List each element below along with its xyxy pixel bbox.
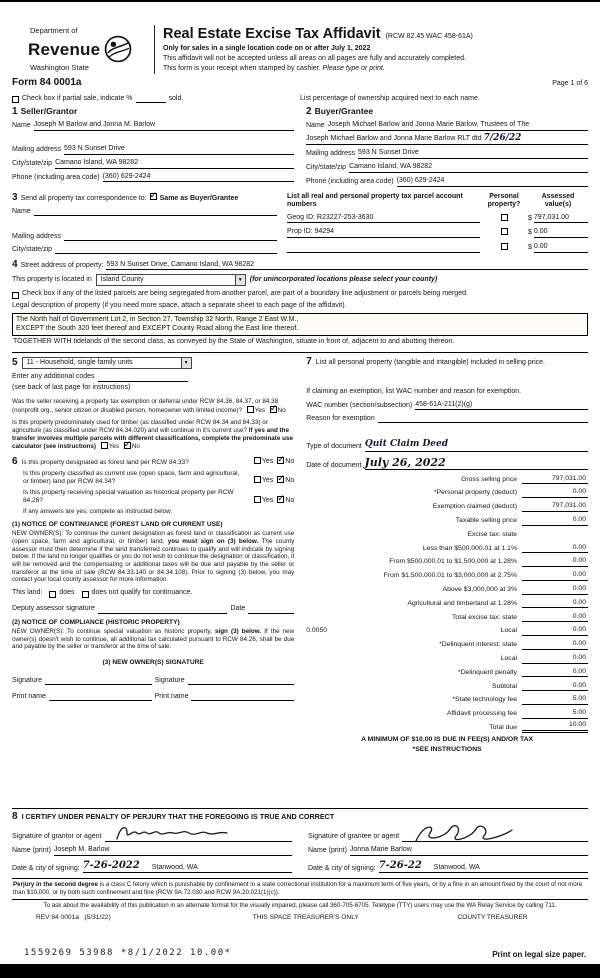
subtotal-value[interactable]: 0.00	[522, 682, 588, 691]
parcel-account-field[interactable]	[287, 244, 480, 253]
additional-codes-field[interactable]	[98, 373, 188, 382]
personal-property-label: List all personal property (tangible and intangible) included in selling price.	[315, 359, 545, 367]
buyer-name-field-line2[interactable]: Joseph Michael Barlow and Jonna Marie Barlow RLT dtd 7/26/22	[306, 133, 588, 145]
legal-line-3: TOGETHER WITH tidelands of the second class, as conveyed by the State of Washington, situate in front of, adjacent to and abutting thereon.	[13, 338, 455, 346]
wac-number-label: WAC number (section/subsection)	[306, 401, 413, 409]
section-4-number: 4	[12, 259, 18, 271]
seller-name-label: Name	[12, 122, 31, 130]
buyer-csz-field[interactable]: Camano Island, WA 98282	[349, 163, 588, 173]
revenue-wordmark: Revenue	[28, 39, 101, 59]
section-5-number: 5	[12, 357, 18, 369]
exemption-reason-label: Reason for exemption	[306, 414, 375, 422]
correspondence-name-field[interactable]	[34, 207, 277, 216]
buyer-name-label: Name	[306, 122, 325, 130]
grantor-city: Stanwood, WA	[151, 863, 198, 871]
ownership-note: List percentage of ownership acquired next to each name.	[300, 94, 480, 102]
tax-line-label: *Delinquent penalty	[458, 668, 517, 676]
currency-symbol: $	[528, 244, 532, 252]
form-rcw-reference: (RCW 82.45 WAC 458-61A)	[385, 33, 473, 40]
buyer-mailing-field[interactable]: 593 N Sunset Drive	[358, 149, 588, 159]
section-3-number: 3	[12, 191, 18, 203]
grantee-datecity-field[interactable]	[379, 860, 588, 874]
tax-line-label: Total excise tax: state	[452, 613, 517, 621]
s6-question-1: 6 Is this property designated as forest land per RCW 84.33? Yes ✓ No	[12, 457, 294, 467]
local-rate: 0.0050	[306, 627, 328, 635]
correspondence-block	[12, 193, 277, 255]
section-8-number: 8	[12, 811, 18, 823]
form-title: Real Estate Excise Tax Affidavit	[163, 26, 381, 42]
correspondence-csz-label: City/state/zip	[12, 245, 53, 253]
header-divider	[154, 25, 155, 74]
notice-continuance-body: NEW OWNER(S): To continue the current designation as forest land or classification as current use (open space, farm and agricultural, or timber) land, you must sign on (3) below. The county assessor must then determine if the land transferred continues to qualify and will indicate by signing below. If the land no longer qualifies or you do not wish to continue the designation or classification, it will be removed and the compensating or additional taxes will be due and payable by the seller or transferor at the time of sale (RCW 84.33.140 or 84.34.108). Prior to signing (3) below, you may contact your local county assessor for more information.	[12, 530, 295, 584]
seller-phone-label: Phone (including area code)	[12, 173, 100, 181]
buyer-csz-label: City/state/zip	[306, 164, 347, 172]
street-address-field[interactable]: 593 N Sunset Drive, Camano Island, WA 98282	[106, 261, 588, 271]
grantee-signature-label: Signature of grantee or agent	[308, 833, 400, 841]
deputy-signature-field[interactable]	[98, 605, 228, 614]
total-due-value[interactable]: 10.00	[522, 721, 588, 732]
dept-of-label: Department of	[30, 26, 78, 35]
taxable-selling-price-value[interactable]: 0.00	[522, 516, 588, 525]
document-type-field[interactable]: Quit Claim Deed	[365, 439, 588, 451]
deputy-date-field[interactable]	[248, 605, 294, 614]
seller-name-field[interactable]: Joseph M Barlow and Jonna M. Barlow	[34, 121, 294, 131]
section-8	[12, 808, 588, 873]
parcel-table	[287, 193, 588, 255]
grantee-signature-icon	[410, 820, 520, 846]
bracket4-value[interactable]: 0.00	[522, 585, 588, 594]
tax-line-label: Excise tax: state	[467, 530, 517, 538]
parcel-row	[287, 228, 588, 238]
assessed-value-field[interactable]: 797,031.00	[534, 214, 588, 224]
exemption-claimed-value[interactable]: 797,031.00	[522, 502, 588, 511]
s6-if-yes-note: If any answers are yes, complete as instructed below.	[23, 508, 173, 516]
parcel-row	[287, 214, 588, 224]
chevron-down-icon[interactable]: ▼	[235, 275, 245, 285]
s6-q2-yes-checkbox[interactable]	[254, 476, 261, 483]
land-use-dropdown[interactable]	[22, 357, 192, 369]
grantor-signature-field[interactable]	[105, 825, 292, 842]
correspondence-mailing-label: Mailing address	[12, 232, 62, 240]
s5-question-1: Was the seller receiving a property tax exemption or deferral under RCW 84.36, 84.37, or 84.38 (nonprofit org., senior citizen or disabled person, homeowner with limited income)? Yes ✓ No	[12, 398, 294, 414]
seller-mailing-label: Mailing address	[12, 146, 62, 154]
notice-compliance-body: NEW OWNER(S): To continue special valuation as historic property, sign (3) below. If the new owner(s) doesn't wish to continue, all additional tax calculated pursuant to RCW 84.26, shall be due and payable by the seller or transferor at the time of sale.	[12, 628, 295, 651]
s6-question-3: Is this property receiving special valuation as historical property per RCW 84.26? Yes ✓ No	[12, 489, 294, 505]
legal-description-label: Legal description of property (if you need more space, attach a separate sheet to each page of the affidavit).	[12, 302, 347, 310]
county-dropdown-value: Island County	[100, 276, 144, 283]
land-use-dropdown-value: 11 - Household, single family units	[26, 358, 133, 366]
page-edge-top	[0, 0, 600, 2]
buyer-name-field[interactable]: Joseph Michael Barlow and Jonna Marie Barlow, Trustees of The	[328, 121, 588, 131]
s6-q1-no-checkbox[interactable]	[277, 457, 284, 464]
does-not-checkbox[interactable]	[82, 591, 89, 598]
treasurer-stamp: 1559269 53988 *8/1/2022 10.00*	[24, 948, 232, 958]
does-checkbox[interactable]	[49, 591, 56, 598]
parcel-col-assessed: Assessed value(s)	[541, 192, 575, 208]
grantee-printname-label: Name (print)	[308, 847, 347, 855]
page-edge-bottom	[0, 964, 600, 978]
header-note-2: This affidavit will not be accepted unless all areas on all pages are fully and accurately completed.	[163, 54, 466, 62]
seller-csz-field[interactable]: Camano Island, WA 98282	[55, 159, 294, 169]
tax-line-label: From $1,500,000.01 to $3,000,000 at 2.75%	[383, 572, 517, 580]
street-address-label: Street address of property:	[20, 261, 104, 269]
agricultural-value[interactable]: 0.00	[522, 599, 588, 608]
correspondence-name-label: Name	[12, 207, 31, 215]
partial-sale-row	[12, 94, 588, 103]
grantor-datecity-field[interactable]	[83, 860, 292, 874]
grantor-signature-label: Signature of grantor or agent	[12, 833, 102, 841]
delinquent-interest-state-value[interactable]: 0.00	[522, 640, 588, 649]
grantee-signing-block	[308, 825, 588, 873]
s6-q3-yes-checkbox[interactable]	[254, 496, 261, 503]
tax-line-label: Total due	[489, 724, 517, 732]
correspondence-csz-field[interactable]	[55, 245, 277, 254]
buyer-section	[306, 106, 588, 186]
section-7-number: 7	[306, 356, 312, 368]
buyer-phone-label: Phone (including area code)	[306, 177, 394, 185]
bracket3-value[interactable]: 0.00	[522, 571, 588, 580]
county-dropdown[interactable]	[96, 274, 246, 286]
grantee-printname-field[interactable]: Jonna Marie Barlow	[350, 846, 588, 856]
print-legal-note: Print on legal size paper.	[492, 950, 586, 959]
treasurer-space-label: THIS SPACE TREASURER'S ONLY	[252, 913, 359, 921]
tax-line-label: Taxable selling price	[455, 517, 517, 525]
partial-percent-field[interactable]	[136, 94, 166, 103]
personal-property-deduct-value[interactable]: 0.00	[522, 488, 588, 497]
tax-line-label: *Delinquent interest: state	[439, 641, 517, 649]
notice-compliance-title: (2) NOTICE OF COMPLIANCE (HISTORIC PROPERTY)	[12, 618, 180, 626]
s6-question-2: Is this property classified as current use (open space, farm and agricultural, or timber) land per RCW 84.34? Yes ✓ No	[12, 470, 294, 486]
excise-tax-state-header	[522, 530, 588, 539]
correspondence-label: Send all property tax correspondence to:	[20, 194, 147, 202]
personal-property-checkbox[interactable]	[501, 228, 508, 235]
grantor-date-handwritten: 7-26-2022	[82, 859, 140, 871]
s5-q1-yes-checkbox[interactable]	[247, 406, 254, 413]
tax-line-label: Subtotal	[492, 682, 517, 690]
tax-line-label: Gross selling price	[461, 475, 517, 483]
section-4	[12, 260, 588, 347]
legal-description-box[interactable]	[12, 313, 588, 337]
buyer-title: Buyer/Grantee	[314, 106, 374, 117]
parcel-account-field[interactable]: Geog ID: R23227-253-3630	[287, 214, 480, 224]
bracket2-value[interactable]: 0.00	[522, 557, 588, 566]
personal-property-checkbox[interactable]	[501, 243, 508, 250]
assessed-value-field[interactable]: 0.00	[534, 243, 588, 253]
grantee-datecity-label: Date & city of signing:	[308, 864, 376, 872]
county-note: (for unincorporated locations please select your county)	[249, 276, 438, 283]
rev-number: REV 84 0001a (5/31/22)	[36, 913, 111, 921]
document-date-field[interactable]: July 26, 2022	[365, 456, 589, 471]
county-treasurer-label: COUNTY TREASURER	[457, 913, 528, 921]
seller-section	[12, 106, 294, 186]
section-1-number: 1	[12, 106, 18, 118]
same-as-buyer-label: Same as Buyer/Grantee	[159, 194, 239, 202]
tax-line-label: Above $3,000,000 at 3%	[442, 586, 517, 594]
same-as-buyer-checkbox[interactable]	[150, 193, 157, 200]
footer-row	[12, 914, 588, 922]
section-5-6-column	[12, 357, 294, 804]
page-number: Page 1 of 6	[552, 79, 588, 87]
legal-line-1: The North half of Government Lot 2, in Section 27, Township 32 North, Range 2 East W.M.,	[16, 315, 299, 323]
tax-line-label: Local	[500, 627, 517, 635]
buyer-mailing-label: Mailing address	[306, 150, 356, 158]
additional-codes-label: Enter any additional codes	[12, 373, 95, 381]
section-6-number: 6	[12, 455, 18, 467]
tax-line-label: From $500,000.01 to $1,500,000 at 1.28%	[389, 558, 517, 566]
new-owner-printname-row: Print name Print name	[12, 692, 294, 701]
grantee-city: Stanwood, WA	[433, 863, 480, 871]
tax-line-label: Exemption claimed (deduct)	[432, 503, 517, 511]
exemption-note: If claiming an exemption, list WAC number and reason for exemption.	[306, 387, 522, 395]
new-owner-signature-title: (3) NEW OWNER(S) SIGNATURE	[102, 659, 204, 667]
s6-q3-no-checkbox[interactable]	[277, 496, 284, 503]
parcel-col-accounts: List all real and personal property tax parcel account numbers	[286, 192, 463, 208]
segregated-checkbox[interactable]	[12, 292, 19, 299]
grantor-datecity-label: Date & city of signing:	[12, 864, 80, 872]
s5-q1-no-checkbox[interactable]	[270, 406, 277, 413]
gross-selling-price-value[interactable]: 797,031.00	[522, 475, 588, 484]
s6-q1-yes-checkbox[interactable]	[254, 457, 261, 464]
section-7-column	[306, 357, 588, 804]
grantor-printname-label: Name (print)	[12, 847, 51, 855]
parcel-col-personal: Personal property?	[487, 192, 521, 208]
local-tax-value[interactable]: 0.00	[522, 626, 588, 635]
s5-question-2: Is this property predominately used for timber (as classified under RCW 84.34 and 84.33) or agriculture (as classified under RCW 84.34.020) and will continue in it's current use? If yes and the transfer involves multiple parcels with different classifications, complete the predominate use calculator (see instructions) Yes ✓ No	[12, 419, 294, 451]
s6-q2-no-checkbox[interactable]	[277, 476, 284, 483]
chevron-down-icon[interactable]: ▼	[181, 358, 191, 368]
grantor-signing-block	[12, 825, 292, 873]
tax-line-label: Affidavit processing fee	[446, 710, 517, 718]
buyer-trust-date-handwritten: 7/26/22	[483, 133, 522, 144]
form-header	[12, 24, 588, 74]
header-note-1: Only for sales in a single location code on or after July 1, 2022	[163, 44, 371, 52]
correspondence-mailing-field[interactable]	[64, 232, 277, 241]
section-3	[12, 193, 588, 255]
dor-logo-icon	[104, 35, 132, 63]
dor-logo-block	[12, 24, 152, 73]
segregated-label: Check box if any of the listed parcels are being segregated from another parcel, are part of a boundary line adjustment or parcels being merged.	[22, 290, 468, 298]
form-number: Form 84 0001a	[12, 76, 82, 88]
sections-5-6-7	[12, 352, 588, 804]
section-2-number: 2	[306, 106, 312, 118]
sold-label: sold.	[168, 94, 184, 102]
header-note-3: This form is your receipt when stamped by cashier. Please type or print.	[163, 65, 385, 73]
washington-state-label: Washington State	[30, 63, 89, 73]
see-instructions-note: *SEE INSTRUCTIONS	[412, 746, 482, 753]
currency-symbol: $	[528, 214, 532, 222]
bracket1-value[interactable]: 0.00	[522, 544, 588, 553]
located-in-label: This property is located in	[12, 276, 92, 283]
certify-statement: I CERTIFY UNDER PENALTY OF PERJURY THAT THE FOREGOING IS TRUE AND CORRECT	[21, 812, 335, 822]
currency-symbol: $	[528, 229, 532, 237]
tax-line-label: Less than $500,000.01 at 1.1%	[422, 544, 517, 552]
partial-sale-checkbox[interactable]	[12, 96, 19, 103]
notice-continuance-title: (1) NOTICE OF CONTINUANCE (FOREST LAND OR CURRENT USE)	[12, 521, 223, 529]
affidavit-processing-fee-value[interactable]: 5.00	[522, 709, 588, 718]
grantee-date-handwritten: 7-26-22	[378, 859, 422, 871]
parcel-row	[287, 243, 588, 253]
legal-line-2: EXCEPT the South 320 feet thereof and EXCEPT County Road along the East line thereof.	[16, 324, 299, 332]
state-technology-fee-value[interactable]: 5.00	[522, 695, 588, 704]
s5-q2-no-checkbox[interactable]	[124, 442, 131, 449]
delinquent-interest-local-value[interactable]: 0.00	[522, 654, 588, 663]
perjury-notice: Perjury in the second degree is a class C felony which is punishable by confinement in a state correctional institution for a maximum term of five years, or by a fine in an amount fixed by the court of not more than $10,000, or by both such confinement and fine (RCW 9A.72.030 and RCW 9A.20.021(1)(c)).	[12, 878, 588, 900]
grantor-signature-icon	[113, 820, 233, 846]
tax-line-label: Agricultural and timberland at 1.28%	[407, 599, 517, 607]
document-type-label: Type of document	[306, 442, 362, 450]
tax-line-label: *Personal property (deduct)	[433, 489, 517, 497]
seller-csz-label: City/state/zip	[12, 159, 53, 167]
personal-property-blank[interactable]	[306, 368, 588, 386]
total-excise-state-value[interactable]: 0.00	[522, 613, 588, 622]
delinquent-penalty-value[interactable]: 0.00	[522, 668, 588, 677]
new-owner-printname-1[interactable]	[49, 692, 152, 701]
deputy-assessor-row: Deputy assessor signature Date	[12, 605, 294, 614]
s5-q2-yes-checkbox[interactable]	[101, 442, 108, 449]
seller-title: Seller/Grantor	[20, 106, 78, 117]
new-owner-signature-2[interactable]	[188, 676, 295, 685]
grantee-signature-field[interactable]	[402, 825, 588, 842]
additional-codes-note: (see back of last page for instructions)	[12, 384, 131, 392]
minimum-due-note: A MINIMUM OF $10.00 IS DUE IN FEE(S) AND/OR TAX	[361, 735, 534, 743]
tax-line-label: *State technology fee	[452, 696, 517, 704]
land-qualify-row: This land: does does not qualify for continuance.	[12, 589, 193, 597]
exemption-reason-field[interactable]	[378, 414, 588, 423]
document-date-label: Date of document	[306, 461, 362, 469]
buyer-phone-field[interactable]: (360) 629-2424	[397, 177, 588, 187]
new-owner-printname-2[interactable]	[191, 692, 294, 701]
new-owner-signature-row: Signature Signature	[12, 676, 294, 685]
seller-phone-field[interactable]: (360) 629-2424	[103, 173, 294, 183]
personal-property-checkbox[interactable]	[501, 214, 508, 221]
new-owner-signature-1[interactable]	[45, 676, 152, 685]
wac-number-field[interactable]: 458-61A-211(2)(g)	[415, 401, 588, 411]
partial-sale-label: Check box if partial sale, indicate %	[22, 94, 133, 102]
grantor-printname-field[interactable]: Joseph M. Barlow	[54, 846, 292, 856]
accessibility-note: To ask about the availability of this publication in an alternate format for the visually impaired, please call 360-705-6705. Teletype (TTY) users may use the WA Relay Service by calling 711.	[43, 901, 557, 909]
seller-mailing-field[interactable]: 593 N Sunset Drive	[64, 145, 294, 155]
parcel-account-field[interactable]: Prop ID: 94294	[287, 228, 480, 238]
tax-line-label: Local	[500, 655, 517, 663]
assessed-value-field[interactable]: 0.00	[534, 228, 588, 238]
